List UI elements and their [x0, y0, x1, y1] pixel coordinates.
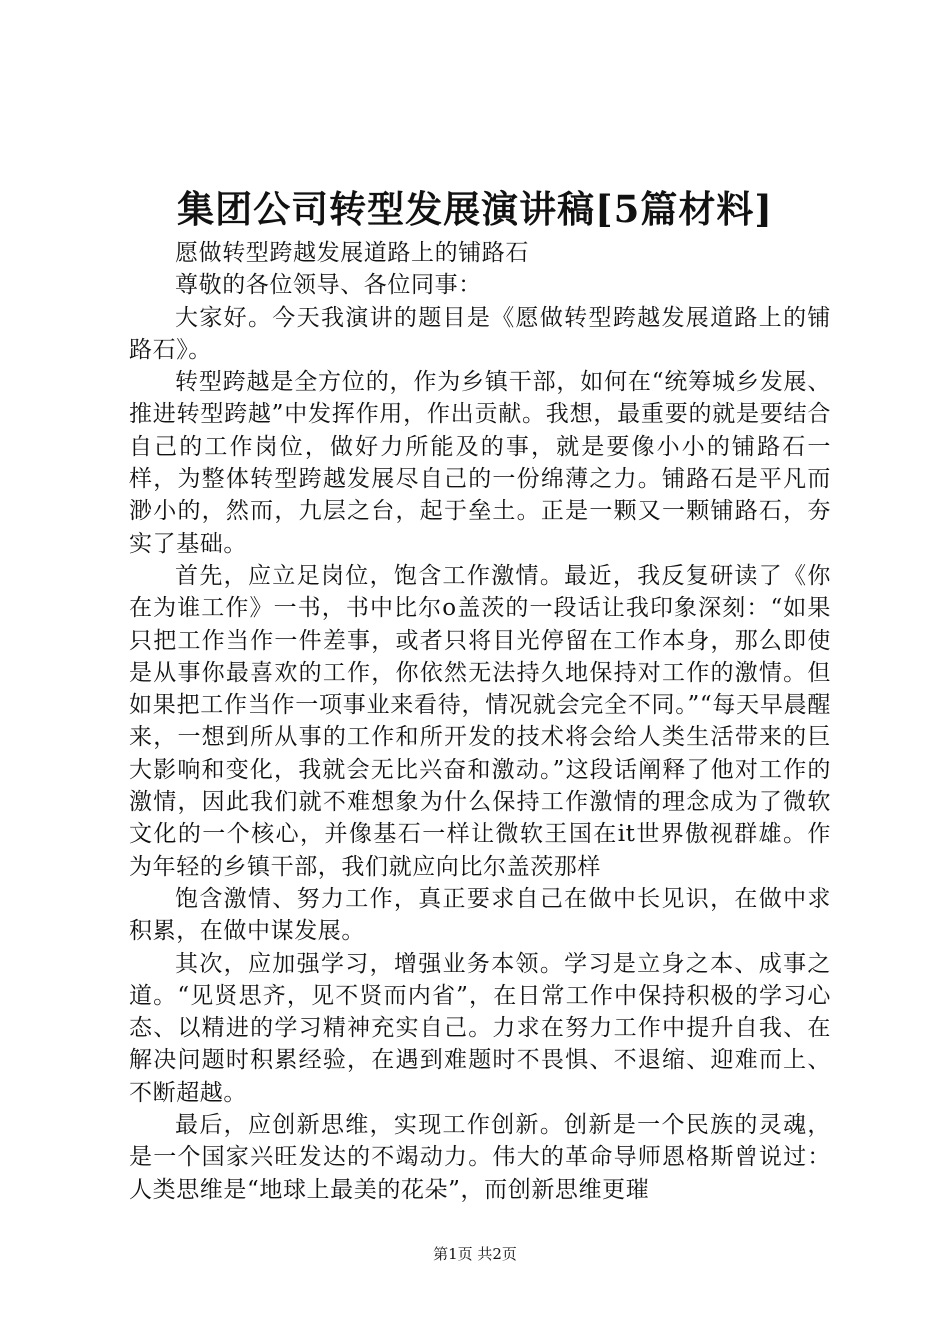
document-body: [129, 237, 831, 1206]
body-paragraph: 最后，应创新思维，实现工作创新。创新是一个民族的灵魂，是一个国家兴旺发达的不竭动力。伟大的革命导师恩格斯曾说过：人类思维是“地球上最美的花朵”，而创新思维更璀: [129, 1112, 831, 1203]
page-footer: 第1页 共2页: [433, 1245, 517, 1263]
intro-paragraph: 大家好。今天我演讲的题目是《愿做转型跨越发展道路上的铺路石》。: [129, 304, 831, 363]
subtitle-paragraph: 愿做转型跨越发展道路上的铺路石: [175, 240, 529, 266]
body-paragraph: 其次，应加强学习，增强业务本领。学习是立身之本、成事之道。“见贤思齐，见不贤而内省”，在日常工作中保持积极的学习心态、以精进的学习精神充实自己。力求在努力工作中提升自我、在解决问题时积累经验，在遇到难题时不畏惧、不退缩、迎难而上、不断超越。: [129, 950, 831, 1106]
body-paragraph: 饱含激情、努力工作，真正要求自己在做中长见识，在做中求积累，在做中谋发展。: [129, 885, 831, 945]
body-paragraph: 转型跨越是全方位的，作为乡镇干部，如何在“统筹城乡发展、推进转型跨越”中发挥作用，作出贡献。我想，最重要的就是要结合自己的工作岗位，做好力所能及的事，就是要像小小的铺路石一样，为整体转型跨越发展尽自己的一份绵薄之力。铺路石是平凡而渺小的，然而，九层之台，起于垒土。正是一颗又一颗铺路石，夯实了基础。: [129, 369, 831, 557]
body-paragraph: 首先，应立足岗位，饱含工作激情。最近，我反复研读了《你在为谁工作》一书，书中比尔o盖茨的一段话让我印象深刻：“如果只把工作当作一件差事，或者只将目光停留在工作本身，那么即使是从事你最喜欢的工作，你依然无法持久地保持对工作的激情。但如果把工作当作一项事业来看待，情况就会完全不同。”“每天早晨醒来，一想到所从事的工作和所开发的技术将会给人类生活带来的巨大影响和变化，我就会无比兴奋和激动。”这段话阐释了他对工作的激情，因此我们就不难想象为什么保持工作激情的理念成为了微软文化的一个核心，并像基石一样让微软王国在it世界傲视群雄。作为年轻的乡镇干部，我们就应向比尔盖茨那样: [129, 562, 831, 880]
salutation-paragraph: 尊敬的各位领导、各位同事：: [175, 272, 482, 299]
document-title: 集团公司转型发展演讲稿[5篇材料]: [177, 187, 773, 231]
